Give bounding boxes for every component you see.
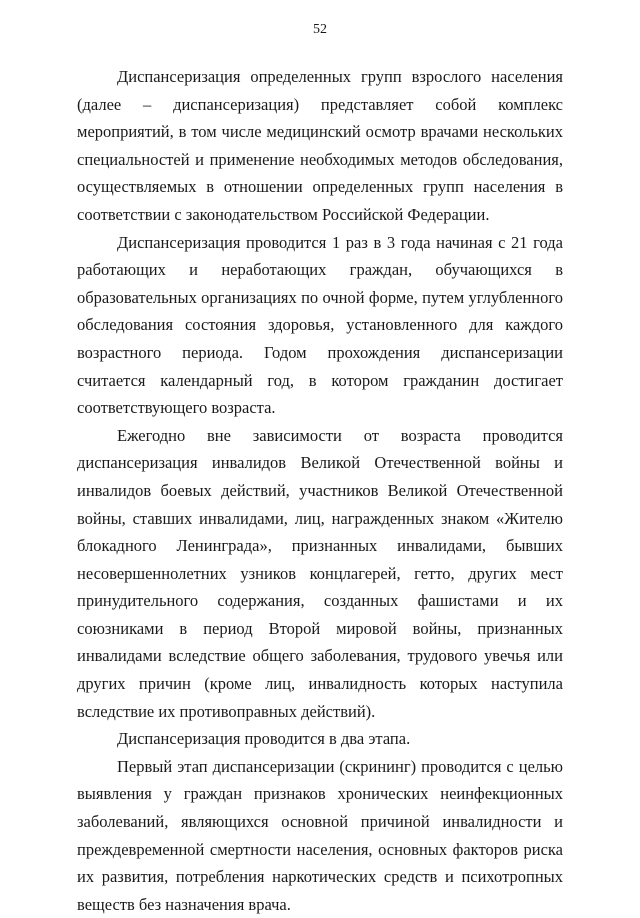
document-body (77, 63, 563, 918)
paragraph-annual-dispensarization: Ежегодно вне зависимости от возраста проводится диспансеризация инвалидов Великой Отечественной войны и инвалидов боевых действий, участников Великой Отечественной войны, ставших инвалидами, лиц, награжденных знаком «Жителю блокадного Ленинграда», признанных инвалидами, бывших несовершеннолетних узников концлагерей, гетто, других мест принудительного содержания, созданных фашистами и их союзниками в период Второй мировой войны, признанных инвалидами вследствие общего заболевания, трудового увечья или других причин (кроме лиц, инвалидность которых наступила вследствие их противоправных действий). (77, 425, 563, 721)
paragraph-first-stage-screening: Первый этап диспансеризации (скрининг) проводится с целью выявления у граждан признаков хронических неинфекционных заболеваний, являющихся основной причиной инвалидности и преждевременной смертности населения, основных факторов риска их развития, потребления наркотических средств и психотропных веществ без назначения врача. (77, 756, 563, 914)
paragraph-dispensarization-frequency: Диспансеризация проводится 1 раз в 3 года начиная с 21 года работающих и неработающих граждан, обучающихся в образовательных организациях по очной форме, путем углубленного обследования состояния здоровья, установленного для каждого возрастного периода. Годом прохождения диспансеризации считается календарный год, в котором гражданин достигает соответствующего возраста. (77, 232, 563, 418)
paragraph-dispensarization-definition: Диспансеризация определенных групп взрослого населения (далее – диспансеризация) представляет собой комплекс мероприятий, в том числе медицинский осмотр врачами нескольких специальностей и применение необходимых методов обследования, осуществляемых в отношении определенных групп населения в соответствии с законодательством Российской Федерации. (77, 67, 563, 224)
page-number: 52 (313, 22, 327, 37)
paragraph-two-stages: Диспансеризация проводится в два этапа. (117, 729, 411, 749)
